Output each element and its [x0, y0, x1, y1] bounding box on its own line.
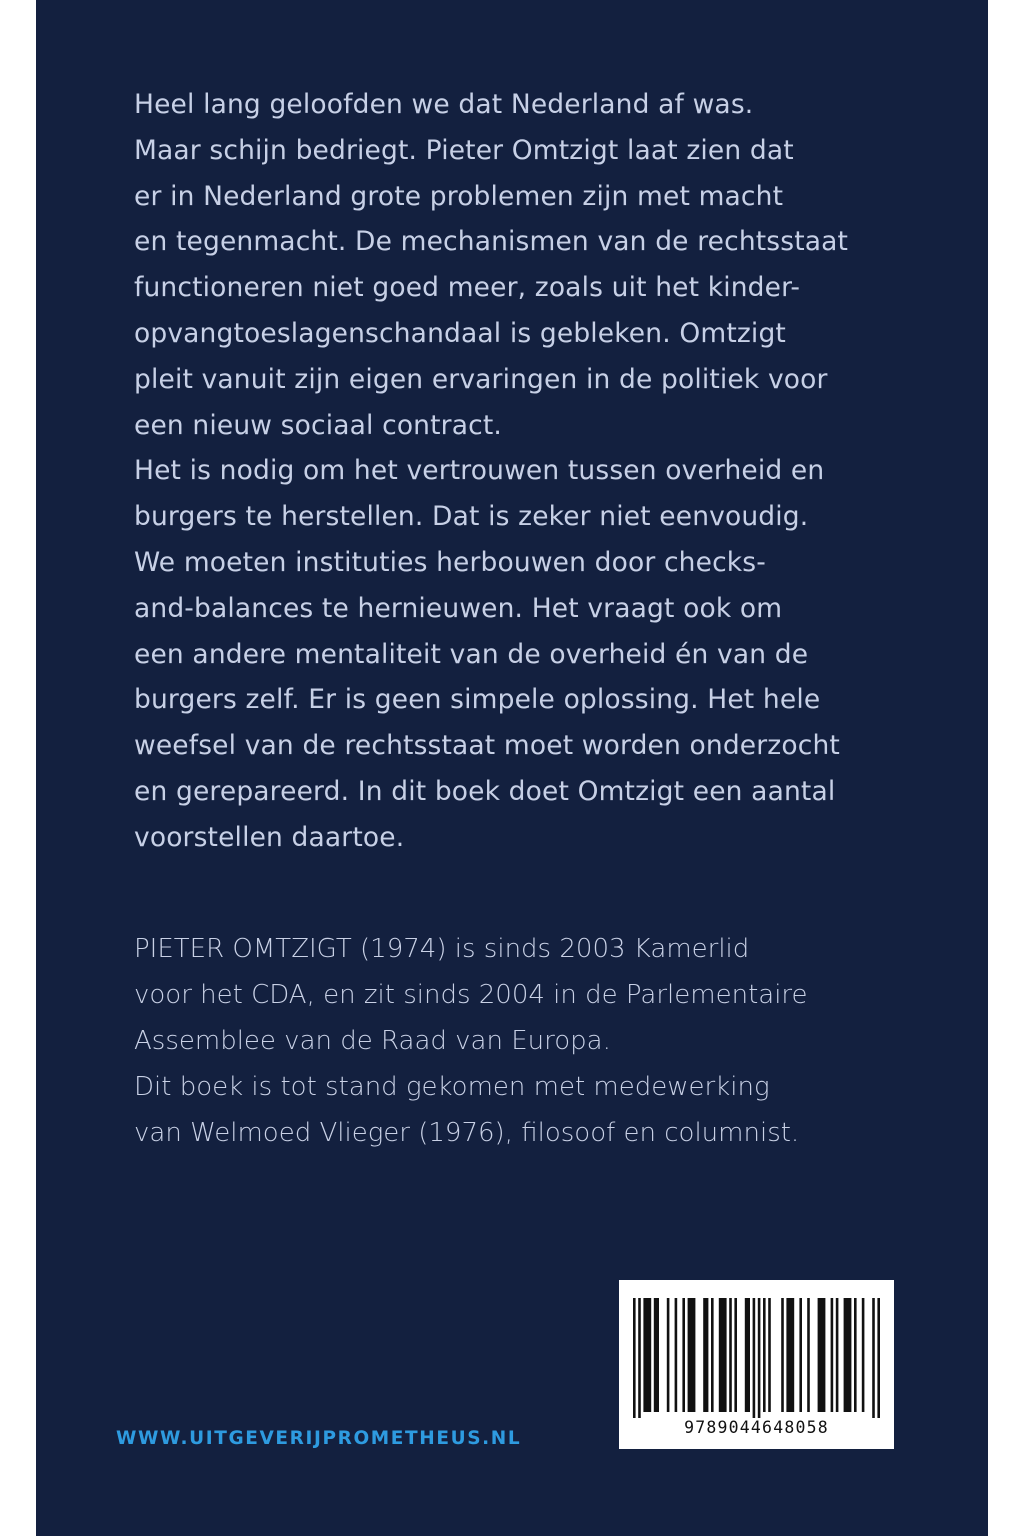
publisher-website: WWW.UITGEVERIJPROMETHEUS.NL: [116, 1428, 522, 1449]
blurb-line: Maar schijn bedriegt. Pieter Omtzigt laat zien dat: [134, 134, 794, 166]
blurb-text: [134, 82, 914, 861]
bio-line: PIETER OMTZIGT (1974) is sinds 2003 Kamerlid: [134, 934, 750, 964]
barcode-bar: [763, 1298, 766, 1412]
barcode-bars: [633, 1298, 880, 1418]
barcode-bar: [745, 1298, 750, 1412]
blurb-line: een andere mentaliteit van de overheid én van de: [134, 638, 809, 670]
blurb-line: Het is nodig om het vertrouwen tussen overheid en: [134, 455, 825, 487]
blurb-line: opvangtoeslagenschandaal is gebleken. Omtzigt: [134, 317, 786, 349]
back-cover: [36, 0, 988, 1536]
blurb-line: en tegenmacht. De mechanismen van de rechtsstaat: [134, 226, 849, 258]
blurb-line: weefsel van de rechtsstaat moet worden onderzocht: [134, 730, 840, 762]
barcode-bar: [758, 1298, 761, 1418]
bio-line: Assemblee van de Raad van Europa.: [134, 1026, 611, 1056]
barcode-bar: [633, 1298, 636, 1418]
isbn-barcode: [619, 1280, 894, 1449]
barcode-bar: [877, 1298, 880, 1418]
blurb-line: burgers zelf. Er is geen simpele oplossing. Het hele: [134, 684, 821, 716]
barcode-bar: [768, 1298, 771, 1412]
barcode-bar: [703, 1298, 708, 1412]
barcode-bar: [654, 1298, 659, 1412]
blurb-line: pleit vanuit zijn eigen ervaringen in de politiek voor: [134, 363, 828, 395]
bio-line: van Welmoed Vlieger (1976), filosoof en columnist.: [134, 1118, 800, 1148]
barcode-bar: [643, 1298, 651, 1412]
blurb-line: and-balances te hernieuwen. Het vraagt ook om: [134, 592, 783, 624]
barcode-bar: [844, 1298, 852, 1412]
barcode-bar: [854, 1298, 857, 1412]
author-bio: [134, 926, 914, 1156]
barcode-bar: [753, 1298, 756, 1418]
barcode-bar: [729, 1298, 732, 1412]
bio-line: voor het CDA, en zit sinds 2004 in de Parlementaire: [134, 980, 808, 1010]
barcode-bar: [799, 1298, 802, 1412]
barcode-bar: [711, 1298, 714, 1412]
barcode-bar: [719, 1298, 727, 1412]
barcode-bar: [831, 1298, 834, 1412]
blurb-line: en gerepareerd. In dit boek doet Omtzigt een aantal: [134, 775, 836, 807]
blurb-line: er in Nederland grote problemen zijn met macht: [134, 180, 784, 212]
barcode-bar: [675, 1298, 678, 1412]
barcode-bar: [862, 1298, 865, 1412]
blurb-line: burgers te herstellen. Dat is zeker niet eenvoudig.: [134, 501, 809, 533]
barcode-bar: [818, 1298, 826, 1412]
bio-line: Dit boek is tot stand gekomen met medewerking: [134, 1072, 770, 1102]
barcode-bar: [781, 1298, 784, 1412]
barcode-bar: [667, 1298, 670, 1412]
isbn-number: 9789044648058: [684, 1418, 829, 1437]
blurb-line: functioneren niet goed meer, zoals uit het kinder-: [134, 272, 801, 304]
barcode-bar: [638, 1298, 641, 1418]
barcode-bar: [872, 1298, 875, 1418]
blurb-line: We moeten instituties herbouwen door checks-: [134, 546, 766, 578]
barcode-bar: [786, 1298, 794, 1412]
blurb-line: voorstellen daartoe.: [134, 821, 405, 853]
barcode-bar: [734, 1298, 737, 1412]
barcode-bar: [682, 1298, 685, 1412]
barcode-bar: [807, 1298, 810, 1412]
blurb-line: een nieuw sociaal contract.: [134, 409, 502, 441]
barcode-bar: [688, 1298, 696, 1412]
blurb-line: Heel lang geloofden we dat Nederland af was.: [134, 89, 754, 120]
barcode-bar: [836, 1298, 839, 1412]
